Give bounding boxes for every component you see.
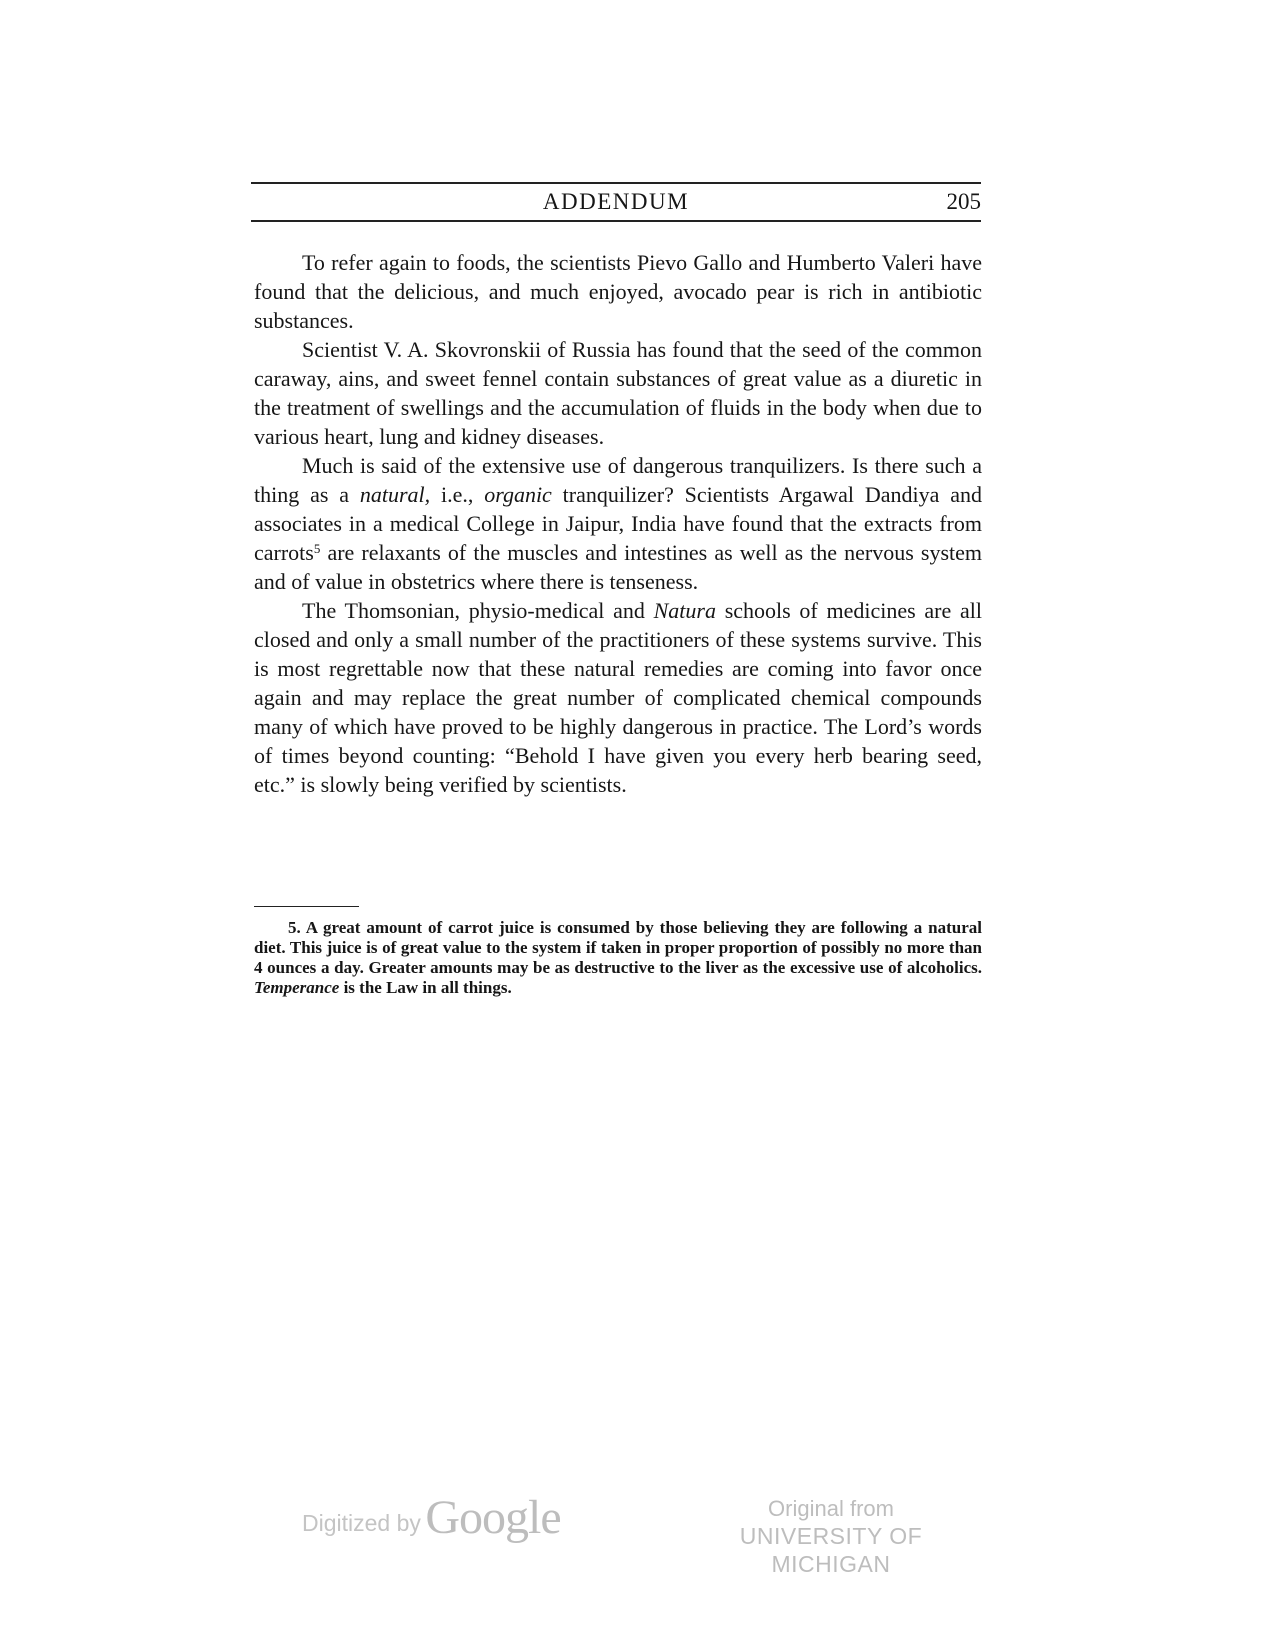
footnote-text-2: is the Law in all things.: [339, 978, 512, 997]
body-text: [254, 248, 982, 799]
paragraph-4-italic-natura: Natura: [653, 598, 716, 623]
running-header: [251, 182, 981, 222]
university-name: UNIVERSITY OF MICHIGAN: [739, 1523, 923, 1577]
paragraph-1: To refer again to foods, the scientists Pievo Gallo and Humberto Valeri have found that the delicious, and much enjoyed, avocado pear is rich in antibiotic substances.: [254, 250, 982, 333]
google-watermark: [302, 1490, 561, 1545]
paragraph-3: [254, 451, 982, 596]
header-title: ADDENDUM: [542, 189, 690, 214]
footnote: [254, 918, 982, 998]
footnote-reference: 5: [313, 541, 321, 556]
paragraph-2: Scientist V. A. Skovronskii of Russia has found that the seed of the common caraway, ains, and sweet fennel contain substances of great value as a diuretic in the treatment of swellings and the accumulation of fluids in the body when due to various heart, lung and kidney diseases.: [254, 337, 982, 449]
original-from-text: Original from: [768, 1496, 894, 1521]
digitized-by-text: Digitized by: [302, 1510, 421, 1536]
footnote-text-1: 5. A great amount of carrot juice is consumed by those believing they are following a natural diet. This juice is of great value to the system if taken in proper proportion of possibly no more than 4 ounces a day. Greater amounts may be as destructive to the liver as the excessive use of alcoholics.: [254, 918, 982, 977]
paragraph-3-text-3: tranquilizer? Scientists Argawal Dandiya and associates in a medical College in Jaipur, India have found that the extracts from carrots: [254, 482, 982, 565]
page-number: 205: [946, 189, 981, 214]
footnote-divider: [254, 906, 359, 907]
paragraph-3-text-1: Much is said of the extensive use of dangerous tranquilizers. Is there such a thing as a: [254, 453, 982, 507]
university-watermark: [686, 1496, 976, 1578]
paragraph-4-text-1: The Thomsonian, physio-medical and: [302, 598, 654, 623]
footnote-italic-temperance: Temperance: [254, 978, 340, 997]
paragraph-4-text-2: schools of medicines are all closed and only a small number of the practitioners of these systems survive. This is most regrettable now that these natural remedies are coming into favor once again and may replace the great number of complicated chemical compounds many of which have proved to be highly dangerous in practice. The Lord’s words of times beyond counting: “Behold I have given you every herb bearing seed, etc.” is slowly being verified by scientists.: [254, 598, 982, 797]
paragraph-3-italic-natural: natural,: [359, 482, 431, 507]
google-logo: Google: [425, 1491, 561, 1544]
paragraph-3-italic-organic: organic: [484, 482, 552, 507]
paragraph-3-text-4: are relaxants of the muscles and intestines as well as the nervous system and of value in obstetrics where there is tenseness.: [254, 540, 982, 594]
paragraph-4: [254, 596, 982, 799]
paragraph-3-text-2: i.e.,: [430, 482, 485, 507]
